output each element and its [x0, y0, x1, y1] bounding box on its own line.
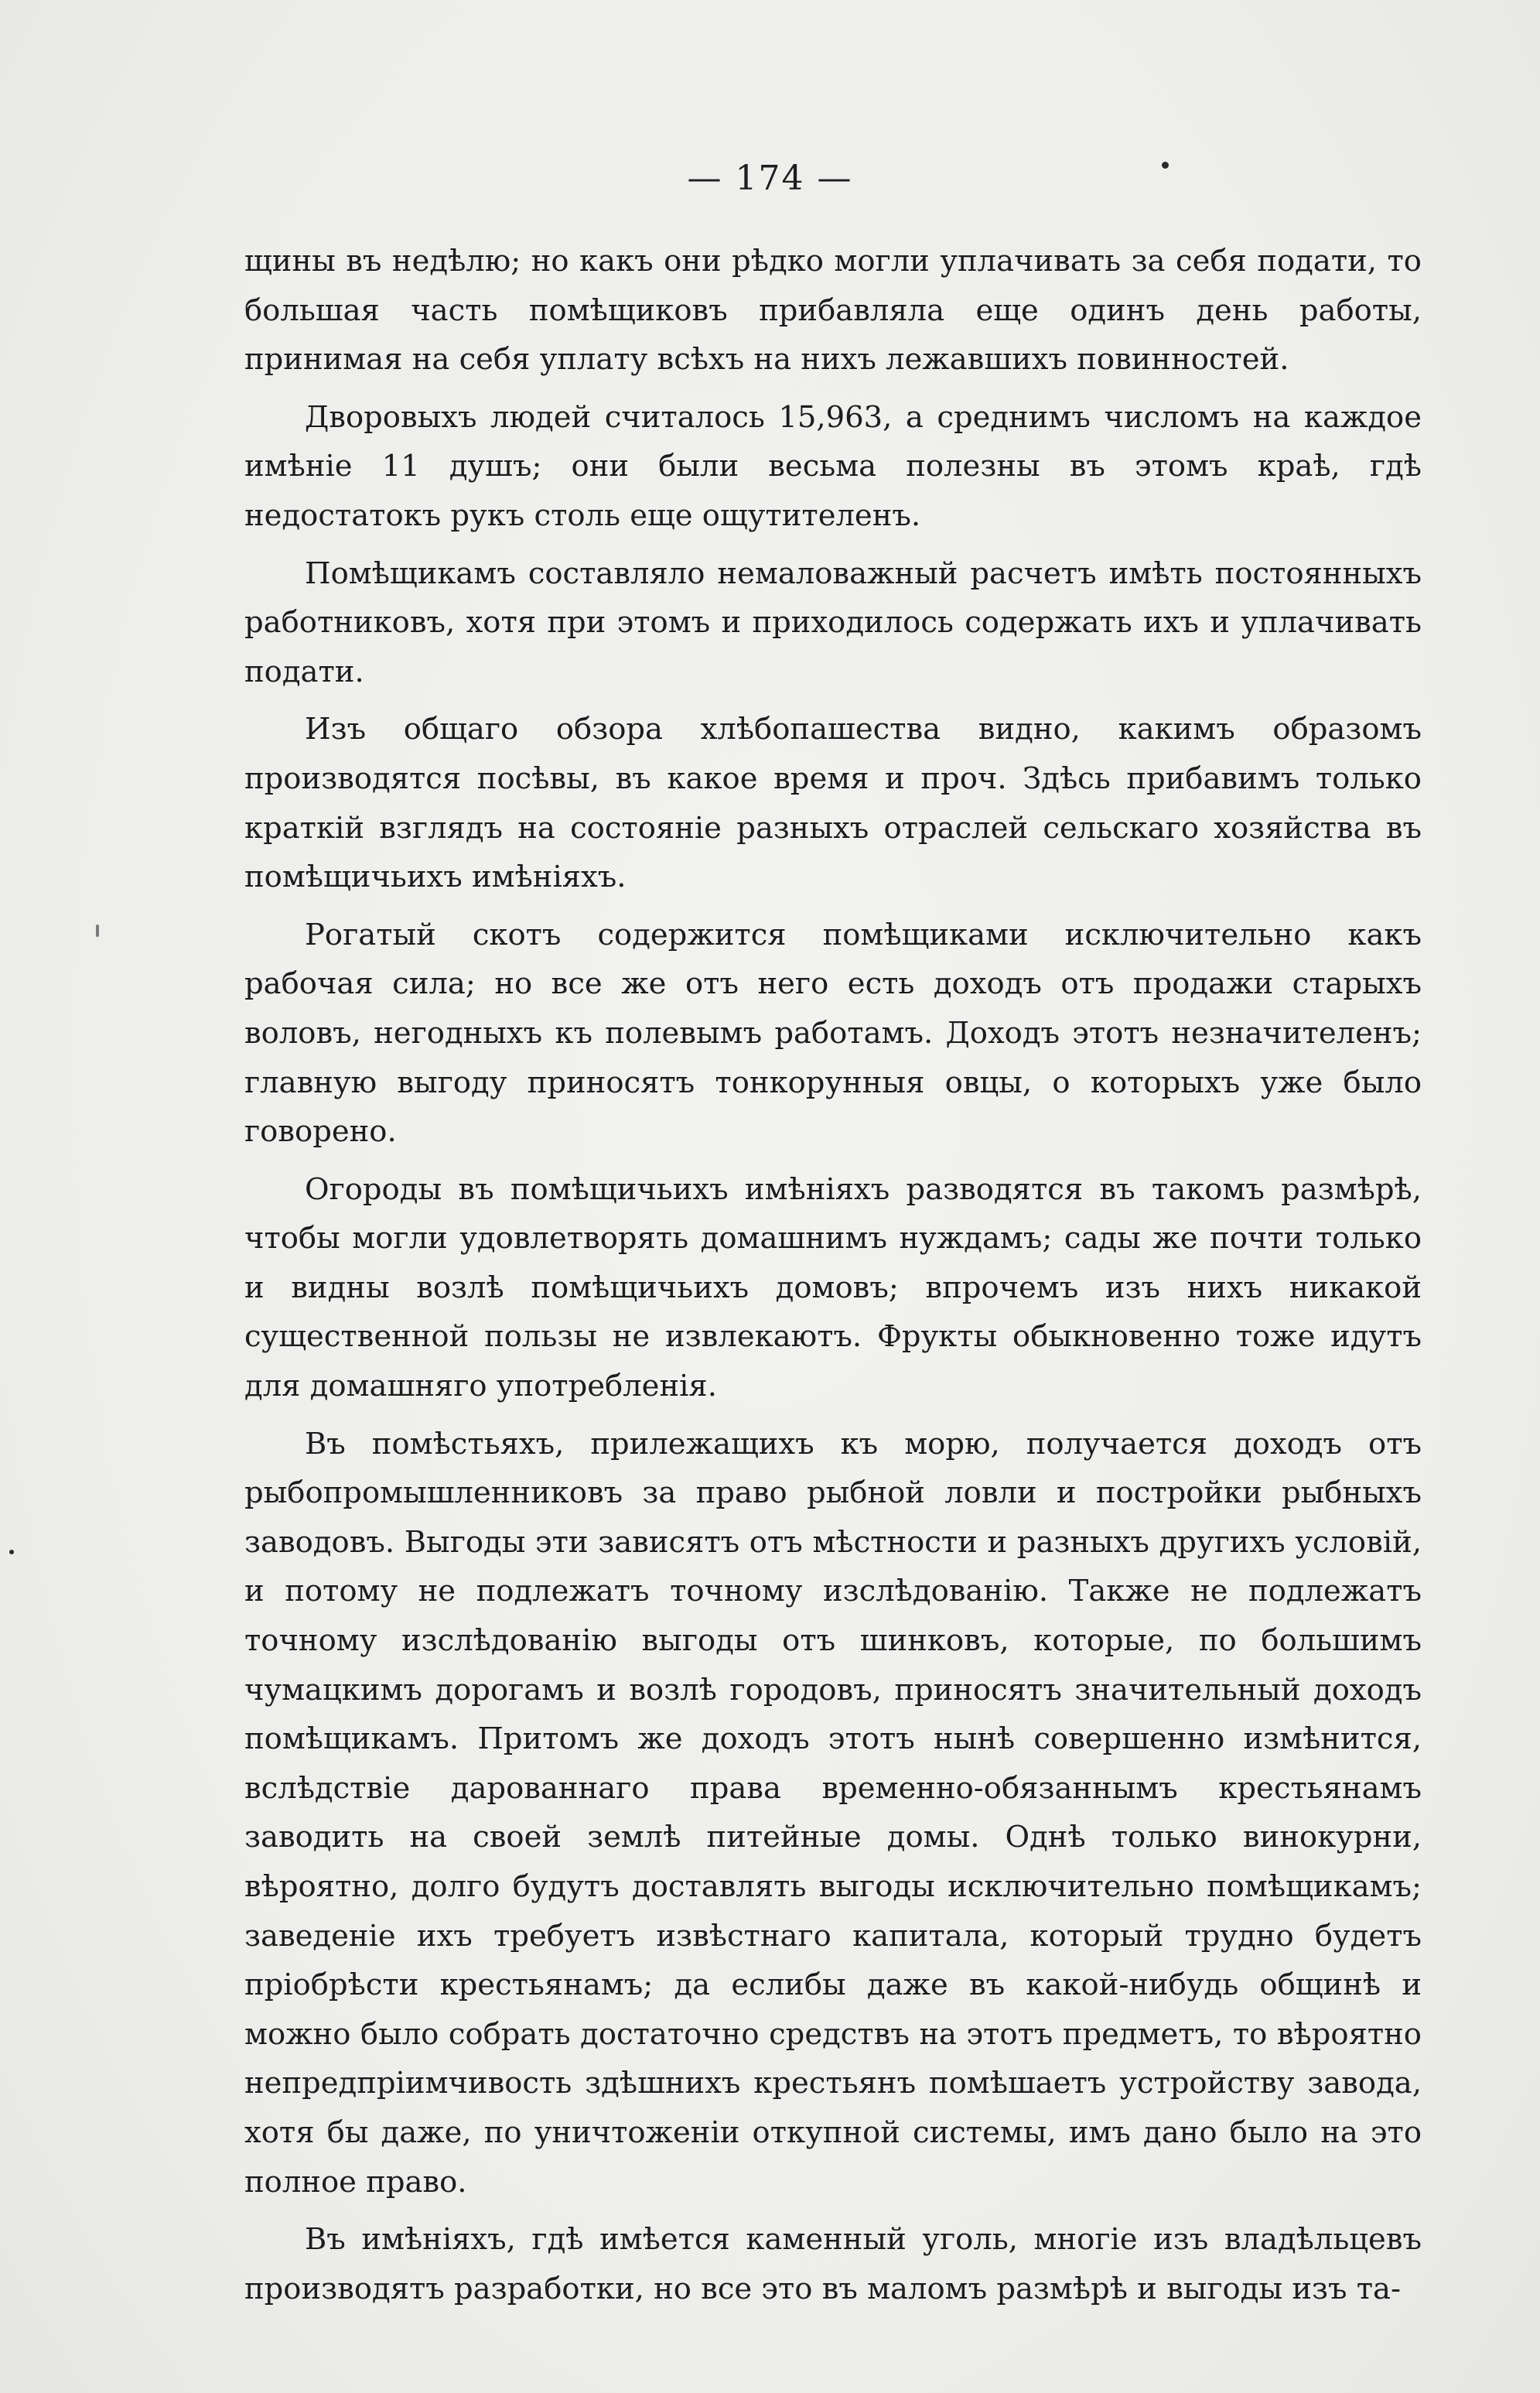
print-speck — [96, 925, 99, 937]
body-text — [244, 237, 1422, 2313]
paragraph: Огороды въ помѣщичьихъ имѣніяхъ разводятся въ такомъ размѣрѣ, чтобы могли удовлетворять домашнимъ нуждамъ; сады же почти только и видны возлѣ помѣщичьихъ домовъ; впрочемъ изъ нихъ никакой существенной пользы не извлекаютъ. Фрукты обыкновенно тоже идутъ для домашняго употребленія. — [244, 1171, 1422, 1404]
print-speck — [9, 1550, 14, 1554]
paragraph: Рогатый скотъ содержится помѣщиками исключительно какъ рабочая сила; но все же отъ него есть доходъ отъ продажи старыхъ воловъ, негодныхъ къ полевымъ работамъ. Доходъ этотъ незначителенъ; главную выгоду приносятъ тонкорунныя овцы, о которыхъ уже было говорено. — [244, 917, 1422, 1150]
print-speck — [1162, 162, 1169, 169]
paragraph: щины въ недѣлю; но какъ они рѣдко могли уплачивать за себя подати, то большая часть помѣщиковъ прибавляла еще одинъ день работы, принимая на себя уплату всѣхъ на нихъ лежавшихъ повинностей. — [244, 244, 1422, 378]
paragraph: Въ помѣстьяхъ, прилежащихъ къ морю, получается доходъ отъ рыбопромышленниковъ за право рыбной ловли и постройки рыбныхъ заводовъ. Выгоды эти зависятъ отъ мѣстности и разныхъ другихъ условій, и потому не подлежатъ точному изслѣдованію. Также не подлежатъ точному изслѣдованію выгоды отъ шинковъ, которые, по большимъ чумацкимъ дорогамъ и возлѣ городовъ, приносятъ значительный доходъ помѣщикамъ. Притомъ же доходъ этотъ нынѣ совершенно измѣнится, вслѣдствіе дарованнаго права временно-обязаннымъ крестьянамъ заводить на своей землѣ питейные домы. Однѣ только винокурни, вѣроятно, долго будутъ доставлять выгоды исключительно помѣщикамъ; заведеніе ихъ требуетъ извѣстнаго капитала, который трудно будетъ пріобрѣсти крестьянамъ; да еслибы даже въ какой-нибудь общинѣ и можно было собрать достаточно средствъ на этотъ предметъ, то вѣроятно непредпріимчивость здѣшнихъ крестьянъ помѣшаетъ устройству завода, хотя бы даже, по уничтоженіи откупной системы, имъ дано было на это полное право. — [244, 1426, 1422, 2200]
page-number: — 174 — — [687, 159, 853, 198]
paragraph: Дворовыхъ людей считалось 15,963, а среднимъ числомъ на каждое имѣніе 11 душъ; они были весьма полезны въ этомъ краѣ, гдѣ недостатокъ рукъ столь еще ощутителенъ. — [244, 399, 1422, 533]
paragraph: Помѣщикамъ составляло немаловажный расчетъ имѣть постоянныхъ работниковъ, хотя при этомъ и приходилось содержать ихъ и уплачивать подати. — [244, 556, 1422, 689]
paragraph: Изъ общаго обзора хлѣбопашества видно, какимъ образомъ производятся посѣвы, въ какое время и проч. Здѣсь прибавимъ только краткій взглядъ на состояніе разныхъ отраслей сельскаго хозяйства въ помѣщичьихъ имѣніяхъ. — [244, 712, 1422, 895]
paragraph: Въ имѣніяхъ, гдѣ имѣется каменный уголь, многіе изъ владѣльцевъ производятъ разработки, но все это въ маломъ размѣрѣ и выгоды изъ та- — [244, 2222, 1422, 2306]
